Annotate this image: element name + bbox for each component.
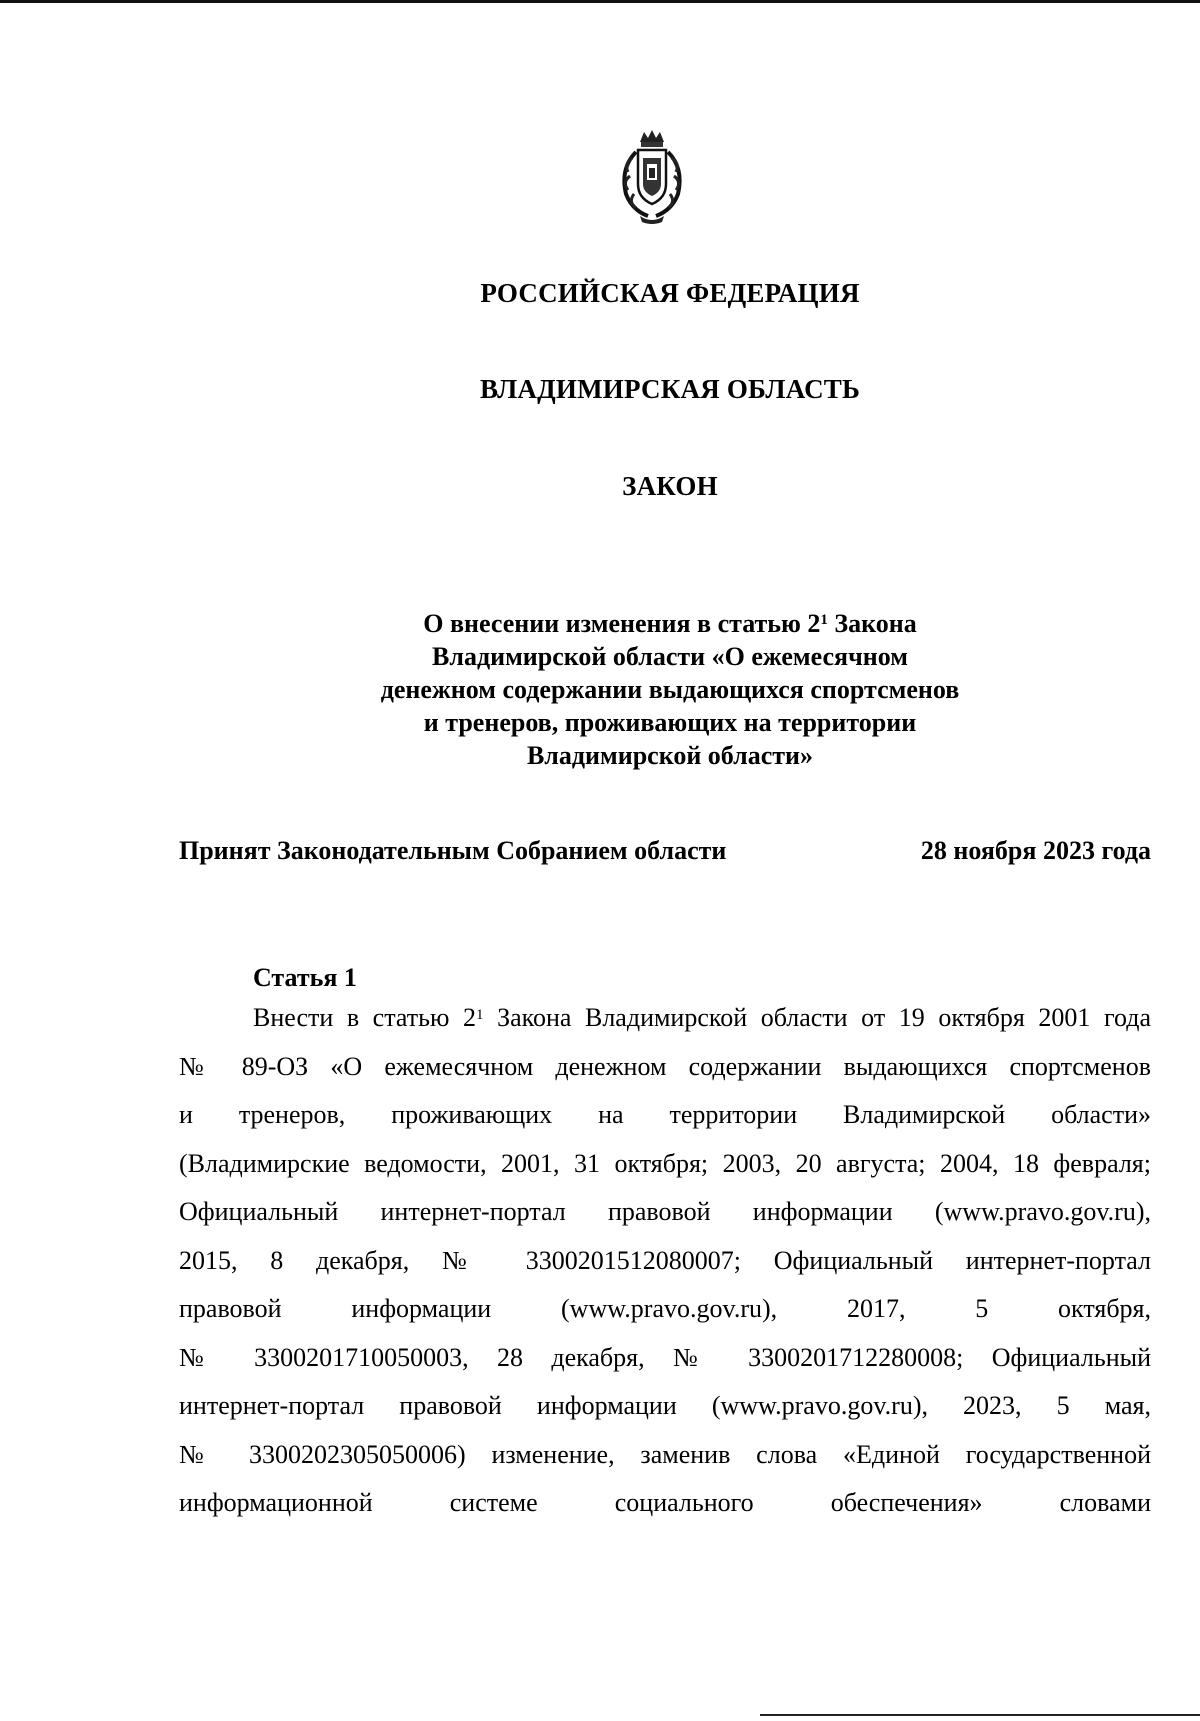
heading-federation: РОССИЙСКАЯ ФЕДЕРАЦИЯ [480,278,860,308]
law-title-line-5: Владимирской области» [526,741,814,770]
article-line: 2015, 8 декабря, № 3300201512080007; Официальный интернет-портал [179,1245,1151,1275]
adopted-by: Принят Законодательным Собранием области [179,836,727,865]
law-title-line-3: денежном содержании выдающихся спортсменов [380,675,960,704]
heading-document-type: ЗАКОН [622,471,718,501]
superscript: 1 [476,1007,484,1023]
top-rule [0,0,1200,3]
law-title-line-4: и тренеров, проживающих на территории [423,708,917,737]
article-heading: Статья 1 [253,963,357,992]
article-line: и тренеров, проживающих на территории Владимирской области» [179,1100,1151,1129]
article-line: информационной системе социального обеспечения» словами [179,1488,1151,1517]
article-line: (Владимирские ведомости, 2001, 31 октября; 2003, 20 августа; 2004, 18 февраля; [179,1148,1151,1178]
article-line: № 3300202305050006) изменение, заменив слова «Единой государственной [179,1439,1151,1469]
adoption-line [179,836,1151,866]
article-line: интернет-портал правовой информации (www.pravo.gov.ru), 2023, 5 мая, [179,1391,1151,1420]
superscript: 1 [820,612,828,628]
adoption-date: 28 ноября 2023 года [920,836,1151,865]
law-title-line-1: О внесении изменения в статью $2^1$ Закона [423,609,917,638]
article-line: № 89-ОЗ «О ежемесячном денежном содержании выдающихся спортсменов [179,1051,1151,1081]
article-line: Внести в статью $2^1$ Закона Владимирской области от 19 октября 2001 года [253,1003,1151,1032]
article-line: правовой информации (www.pravo.gov.ru), 2017, 5 октября, [179,1294,1151,1323]
heading-region: ВЛАДИМИРСКАЯ ОБЛАСТЬ [479,374,861,404]
coat-of-arms-emblem [614,128,690,226]
law-title [330,607,1010,772]
bottom-rule [760,1714,1200,1716]
article-line: Официальный интернет-портал правовой информации (www.pravo.gov.ru), [179,1197,1151,1226]
article-line: № 3300201710050003, 28 декабря, № 3300201712280008; Официальный [179,1342,1151,1372]
article-body [179,994,1151,1528]
law-title-line-2: Владимирской области «О ежемесячном [432,642,908,671]
